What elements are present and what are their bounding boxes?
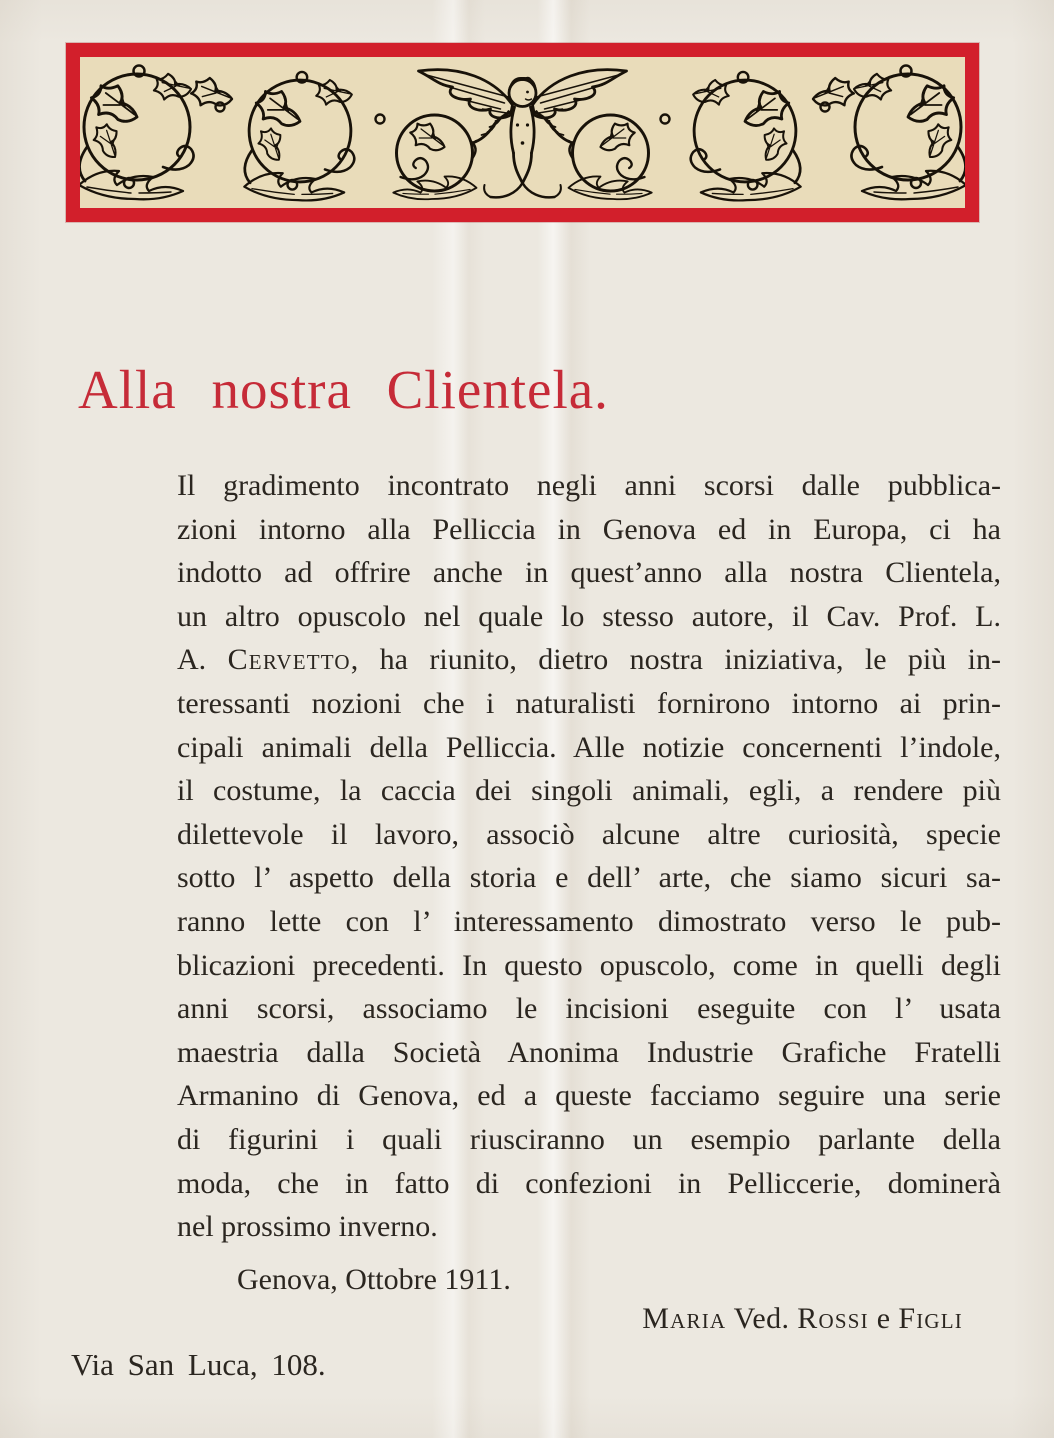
body-line: blicazioni precedenti. In questo opuscolo, come in quelli degli <box>177 948 1001 982</box>
body-line: indotto ad offrire anche in quest’anno alla nostra Clientela, <box>177 556 1001 590</box>
body-line: cipali animali della Pelliccia. Alle notizie concernenti l’indole, <box>177 730 1001 764</box>
body-line: di figurini i quali riusciranno un esempio parlante della <box>177 1122 1001 1156</box>
body-line: Il gradimento incontrato negli anni scorsi dalle pubblica- <box>177 469 1001 502</box>
body-line: nel prossimo inverno. <box>177 1210 438 1244</box>
signature: Maria Ved. Rossi e Figli <box>642 1302 963 1336</box>
body-line: ranno lette con l’ interessamento dimostrato verso le pub- <box>177 904 1001 938</box>
body-line: il costume, la caccia dei singoli animali, egli, a rendere più <box>177 774 1001 808</box>
body-lines <box>177 464 1001 1249</box>
header-ornament-band <box>66 43 979 222</box>
body-line: maestria dalla Società Anonima Industrie Grafiche Fratelli <box>177 1035 1001 1069</box>
address-line: Via San Luca, 108. <box>71 1347 326 1382</box>
page-title: Alla nostra Clientela. <box>78 359 609 420</box>
putto-foliage-engraving-icon <box>80 57 965 208</box>
body-line: Armanino di Genova, ed a queste facciamo seguire una serie <box>177 1079 1001 1113</box>
body-line: sotto l’ aspetto della storia e dell’ arte, che siamo sicuri sa- <box>177 861 1001 895</box>
body-line: anni scorsi, associamo le incisioni eseguite con l’ usata <box>177 992 1001 1026</box>
body-line: un altro opuscolo nel quale lo stesso autore, il Cav. Prof. L. <box>177 599 1001 633</box>
body-line: zioni intorno alla Pelliccia in Genova ed in Europa, ci ha <box>177 512 1001 546</box>
body-line: moda, che in fatto di confezioni in Pelliccerie, dominerà <box>177 1166 1001 1200</box>
body-text <box>177 464 1001 1341</box>
body-line: A. Cervetto, ha riunito, dietro nostra iniziativa, le più in- <box>177 643 1001 677</box>
body-line: teressanti nozioni che i naturalisti fornirono intorno ai prin- <box>177 686 1001 720</box>
dateline: Genova, Ottobre 1911. <box>237 1262 511 1296</box>
body-line: dilettevole il lavoro, associò alcune altre curiosità, specie <box>177 817 1001 851</box>
